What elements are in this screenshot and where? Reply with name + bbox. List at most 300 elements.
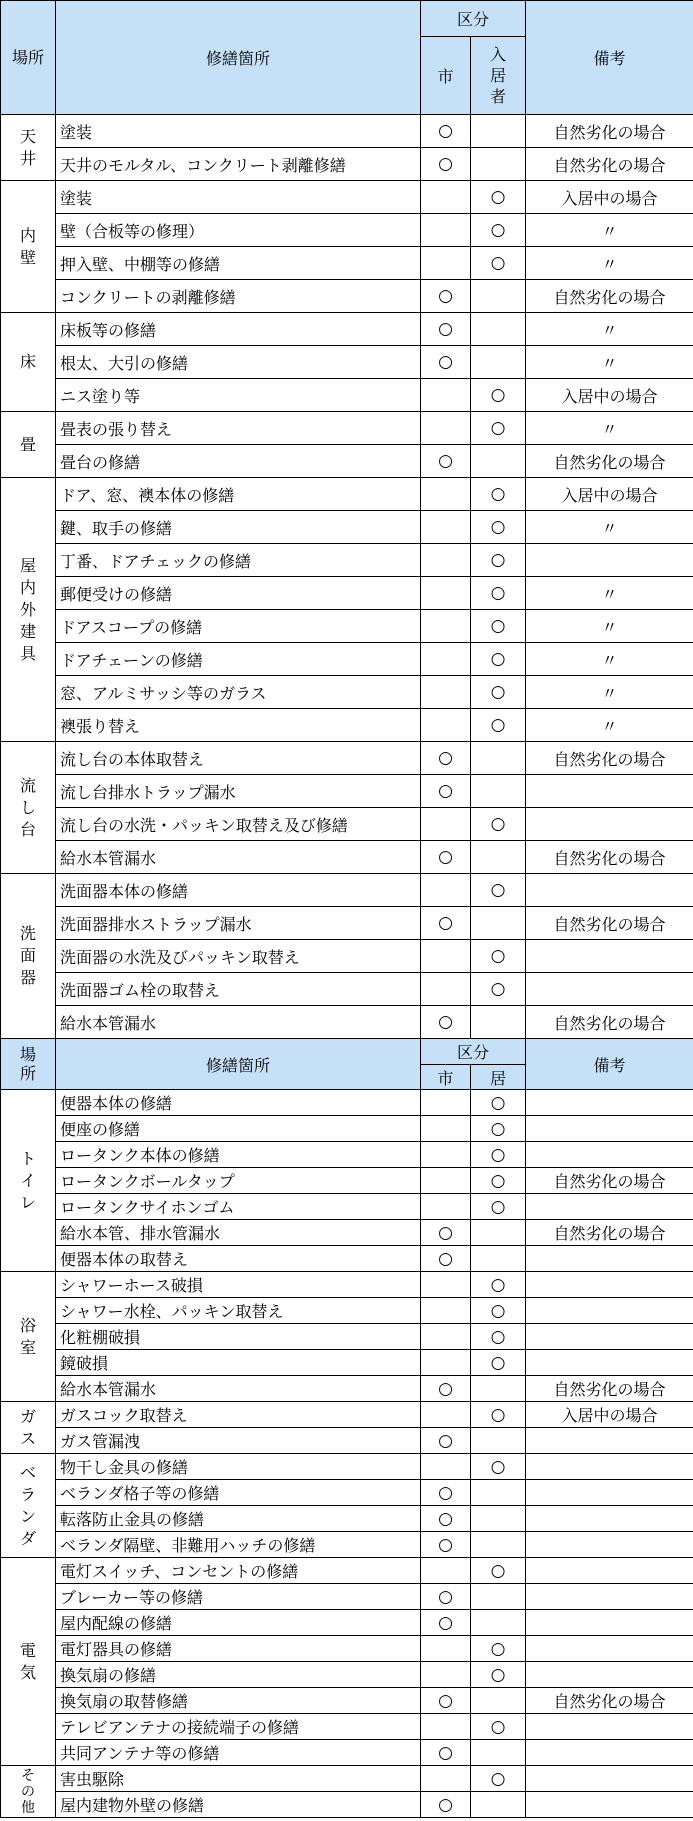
resident-mark-cell <box>471 775 526 808</box>
resident-mark-cell: ○ <box>471 1324 526 1350</box>
item-cell: 鏡破損 <box>56 1350 421 1376</box>
header2-item: 修繕箇所 <box>56 1039 421 1090</box>
note-cell: 入居中の場合 <box>526 478 693 511</box>
table-row <box>1 1584 693 1610</box>
note-cell <box>526 1532 693 1558</box>
note-cell <box>526 775 693 808</box>
item-cell: シャワーホース破損 <box>56 1272 421 1298</box>
item-cell: 化粧棚破損 <box>56 1324 421 1350</box>
resident-mark-cell <box>471 1740 526 1766</box>
city-mark-cell <box>421 412 471 445</box>
city-mark-cell <box>421 247 471 280</box>
item-cell: ガスコック取替え <box>56 1402 421 1428</box>
resident-mark-cell: ○ <box>471 1402 526 1428</box>
note-cell: 入居中の場合 <box>526 379 693 412</box>
header-place: 場所 <box>1 1 56 115</box>
city-mark-cell: ○ <box>421 1220 471 1246</box>
resident-mark-cell: ○ <box>471 412 526 445</box>
note-cell <box>526 1740 693 1766</box>
item-cell: 壁（合板等の修理） <box>56 214 421 247</box>
resident-mark-cell: ○ <box>471 709 526 742</box>
resident-mark-cell: ○ <box>471 1350 526 1376</box>
resident-mark-cell <box>471 445 526 478</box>
section2-place-cell <box>1 1766 56 1818</box>
section1-place-cell <box>1 874 56 1039</box>
table-row <box>1 1116 693 1142</box>
place-label: 天井 <box>20 126 37 168</box>
city-mark-cell <box>421 379 471 412</box>
city-mark-cell <box>421 1558 471 1584</box>
resident-mark-cell: ○ <box>471 544 526 577</box>
place-label: 洗面器 <box>20 924 37 987</box>
resident-mark-cell <box>471 1220 526 1246</box>
item-cell: 押入壁、中棚等の修繕 <box>56 247 421 280</box>
resident-mark-cell: ○ <box>471 973 526 1006</box>
table-row <box>1 643 693 676</box>
city-mark-cell <box>421 1168 471 1194</box>
item-cell: 襖張り替え <box>56 709 421 742</box>
city-mark-cell: ○ <box>421 1584 471 1610</box>
city-mark-cell <box>421 214 471 247</box>
note-cell <box>526 973 693 1006</box>
table-row <box>1 1428 693 1454</box>
place-label: 電気 <box>20 1640 37 1682</box>
table-row <box>1 544 693 577</box>
note-cell <box>526 1454 693 1480</box>
resident-mark-cell: ○ <box>471 1168 526 1194</box>
city-mark-cell <box>421 181 471 214</box>
city-mark-cell: ○ <box>421 346 471 379</box>
section1-place-cell <box>1 742 56 874</box>
table-row <box>1 1636 693 1662</box>
resident-mark-cell: ○ <box>471 610 526 643</box>
table-row <box>1 247 693 280</box>
item-cell: 害虫駆除 <box>56 1766 421 1792</box>
resident-mark-cell <box>471 1506 526 1532</box>
table-row <box>1 1246 693 1272</box>
city-mark-cell: ○ <box>421 313 471 346</box>
city-mark-cell <box>421 1090 471 1116</box>
city-mark-cell: ○ <box>421 445 471 478</box>
section1-place-cell <box>1 115 56 181</box>
item-cell: 丁番、ドアチェックの修繕 <box>56 544 421 577</box>
item-cell: 給水本管漏水 <box>56 1376 421 1402</box>
place-label: その他 <box>21 1767 35 1816</box>
item-cell: ドア、窓、襖本体の修繕 <box>56 478 421 511</box>
note-cell: 〃 <box>526 676 693 709</box>
note-cell <box>526 1298 693 1324</box>
city-mark-cell <box>421 1662 471 1688</box>
resident-mark-cell <box>471 346 526 379</box>
header-resident <box>471 37 526 115</box>
table-row <box>1 445 693 478</box>
resident-mark-cell: ○ <box>471 1662 526 1688</box>
note-cell: 〃 <box>526 643 693 676</box>
note-cell <box>526 874 693 907</box>
resident-mark-cell: ○ <box>471 940 526 973</box>
place-label: 浴室 <box>20 1315 37 1357</box>
note-cell: 入居中の場合 <box>526 1402 693 1428</box>
table-row <box>1 973 693 1006</box>
section2-place-cell <box>1 1272 56 1402</box>
item-cell: 天井のモルタル、コンクリート剥離修繕 <box>56 148 421 181</box>
section1-place-cell <box>1 478 56 742</box>
item-cell: 便器本体の取替え <box>56 1246 421 1272</box>
city-mark-cell: ○ <box>421 115 471 148</box>
note-cell: 自然劣化の場合 <box>526 1168 693 1194</box>
table-row <box>1 940 693 973</box>
header2-city: 市 <box>421 1065 471 1090</box>
note-cell <box>526 1506 693 1532</box>
resident-mark-cell: ○ <box>471 247 526 280</box>
header2-resident: 居 <box>471 1065 526 1090</box>
item-cell: 洗面器の水洗及びパッキン取替え <box>56 940 421 973</box>
item-cell: 屋内建物外壁の修繕 <box>56 1792 421 1818</box>
city-mark-cell <box>421 1636 471 1662</box>
table-row <box>1 1272 693 1298</box>
resident-mark-cell <box>471 115 526 148</box>
header2-note: 備考 <box>526 1039 693 1090</box>
header2-division: 区分 <box>421 1039 526 1065</box>
city-mark-cell: ○ <box>421 1376 471 1402</box>
table-row <box>1 1558 693 1584</box>
table-row <box>1 313 693 346</box>
resident-mark-cell <box>471 148 526 181</box>
city-mark-cell: ○ <box>421 1532 471 1558</box>
city-mark-cell: ○ <box>421 1792 471 1818</box>
header-division: 区分 <box>421 1 526 37</box>
note-cell: 自然劣化の場合 <box>526 907 693 940</box>
item-cell: ベランダ隔壁、非難用ハッチの修繕 <box>56 1532 421 1558</box>
note-cell: 〃 <box>526 610 693 643</box>
city-mark-cell: ○ <box>421 1740 471 1766</box>
resident-mark-cell: ○ <box>471 874 526 907</box>
city-mark-cell: ○ <box>421 1610 471 1636</box>
resident-mark-cell <box>471 1006 526 1039</box>
resident-mark-cell: ○ <box>471 1454 526 1480</box>
city-mark-cell: ○ <box>421 1506 471 1532</box>
resident-mark-cell: ○ <box>471 808 526 841</box>
city-mark-cell: ○ <box>421 1688 471 1714</box>
note-cell: 〃 <box>526 214 693 247</box>
item-cell: 便器本体の修繕 <box>56 1090 421 1116</box>
note-cell: 自然劣化の場合 <box>526 742 693 775</box>
resident-mark-cell: ○ <box>471 1116 526 1142</box>
item-cell: 換気扇の修繕 <box>56 1662 421 1688</box>
resident-mark-cell <box>471 1688 526 1714</box>
note-cell: 〃 <box>526 412 693 445</box>
city-mark-cell: ○ <box>421 148 471 181</box>
item-cell: 鍵、取手の修繕 <box>56 511 421 544</box>
note-cell: 〃 <box>526 511 693 544</box>
table-row <box>1 775 693 808</box>
note-cell: 自然劣化の場合 <box>526 280 693 313</box>
city-mark-cell: ○ <box>421 1480 471 1506</box>
city-mark-cell <box>421 511 471 544</box>
resident-mark-cell: ○ <box>471 1636 526 1662</box>
resident-mark-cell: ○ <box>471 379 526 412</box>
item-cell: 洗面器ゴム栓の取替え <box>56 973 421 1006</box>
place-label: ガス <box>20 1406 37 1448</box>
table-row <box>1 1792 693 1818</box>
resident-mark-cell <box>471 1376 526 1402</box>
item-cell: ロータンクサイホンゴム <box>56 1194 421 1220</box>
section1-place-cell <box>1 412 56 478</box>
resident-mark-cell: ○ <box>471 1714 526 1740</box>
city-mark-cell <box>421 808 471 841</box>
note-cell <box>526 1350 693 1376</box>
city-mark-cell <box>421 1272 471 1298</box>
table-row <box>1 1220 693 1246</box>
table-row <box>1 1006 693 1039</box>
table-row <box>1 346 693 379</box>
table-row <box>1 1194 693 1220</box>
place-label: 屋内外建具 <box>20 555 37 663</box>
note-cell <box>526 1428 693 1454</box>
item-cell: 郵便受けの修繕 <box>56 577 421 610</box>
section1-place-cell <box>1 313 56 412</box>
item-cell: 洗面器排水ストラップ漏水 <box>56 907 421 940</box>
note-cell <box>526 1116 693 1142</box>
resident-mark-cell <box>471 1480 526 1506</box>
city-mark-cell: ○ <box>421 841 471 874</box>
note-cell: 自然劣化の場合 <box>526 841 693 874</box>
table-row <box>1 1350 693 1376</box>
table-row <box>1 1324 693 1350</box>
city-mark-cell: ○ <box>421 742 471 775</box>
city-mark-cell: ○ <box>421 1006 471 1039</box>
city-mark-cell <box>421 1350 471 1376</box>
table-row <box>1 1714 693 1740</box>
table-row <box>1 1766 693 1792</box>
note-cell <box>526 544 693 577</box>
resident-mark-cell <box>471 1428 526 1454</box>
item-cell: 電灯スイッチ、コンセントの修繕 <box>56 1558 421 1584</box>
item-cell: ドアスコープの修繕 <box>56 610 421 643</box>
place-label: 内壁 <box>20 225 37 267</box>
resident-mark-cell: ○ <box>471 214 526 247</box>
section1-place-cell <box>1 181 56 313</box>
item-cell: コンクリートの剥離修繕 <box>56 280 421 313</box>
place-label: ベランダ <box>20 1462 37 1548</box>
city-mark-cell <box>421 973 471 1006</box>
place-label: 流し台 <box>20 775 37 839</box>
city-mark-cell <box>421 1714 471 1740</box>
item-cell: 給水本管漏水 <box>56 1006 421 1039</box>
table-row <box>1 148 693 181</box>
resident-mark-cell <box>471 1584 526 1610</box>
table-row <box>1 709 693 742</box>
city-mark-cell <box>421 1142 471 1168</box>
note-cell: 〃 <box>526 346 693 379</box>
note-cell: 自然劣化の場合 <box>526 115 693 148</box>
resident-mark-cell: ○ <box>471 1766 526 1792</box>
table-row <box>1 1298 693 1324</box>
section2-place-cell <box>1 1558 56 1766</box>
item-cell: 畳台の修繕 <box>56 445 421 478</box>
table-row <box>1 1740 693 1766</box>
city-mark-cell <box>421 1116 471 1142</box>
note-cell: 〃 <box>526 313 693 346</box>
city-mark-cell: ○ <box>421 1246 471 1272</box>
note-cell <box>526 1584 693 1610</box>
item-cell: 物干し金具の修繕 <box>56 1454 421 1480</box>
note-cell: 自然劣化の場合 <box>526 1220 693 1246</box>
table-row <box>1 1480 693 1506</box>
table-row <box>1 379 693 412</box>
section-2-body <box>1 1090 693 1818</box>
note-cell <box>526 1324 693 1350</box>
item-cell: ロータンクボールタップ <box>56 1168 421 1194</box>
city-mark-cell <box>421 709 471 742</box>
item-cell: 換気扇の取替修繕 <box>56 1688 421 1714</box>
note-cell <box>526 1194 693 1220</box>
city-mark-cell <box>421 874 471 907</box>
section2-place-cell <box>1 1454 56 1558</box>
note-cell: 入居中の場合 <box>526 181 693 214</box>
resident-mark-cell: ○ <box>471 1142 526 1168</box>
resident-mark-cell: ○ <box>471 181 526 214</box>
table-row <box>1 214 693 247</box>
city-mark-cell <box>421 940 471 973</box>
city-mark-cell <box>421 577 471 610</box>
resident-mark-cell <box>471 742 526 775</box>
resident-mark-cell: ○ <box>471 1090 526 1116</box>
table-row <box>1 115 693 148</box>
item-cell: 床板等の修繕 <box>56 313 421 346</box>
item-cell: ドアチェーンの修繕 <box>56 643 421 676</box>
note-cell <box>526 1714 693 1740</box>
table-row <box>1 808 693 841</box>
table-header-1 <box>1 1 693 115</box>
note-cell <box>526 1610 693 1636</box>
resident-mark-cell <box>471 1246 526 1272</box>
header2-place <box>1 1039 56 1090</box>
note-cell: 自然劣化の場合 <box>526 1376 693 1402</box>
item-cell: 窓、アルミサッシ等のガラス <box>56 676 421 709</box>
city-mark-cell <box>421 643 471 676</box>
note-cell <box>526 1480 693 1506</box>
table-row <box>1 874 693 907</box>
item-cell: ベランダ格子等の修繕 <box>56 1480 421 1506</box>
item-cell: ニス塗り等 <box>56 379 421 412</box>
item-cell: 共同アンテナ等の修繕 <box>56 1740 421 1766</box>
item-cell: 畳表の張り替え <box>56 412 421 445</box>
resident-mark-cell: ○ <box>471 478 526 511</box>
item-cell: 屋内配線の修繕 <box>56 1610 421 1636</box>
note-cell: 〃 <box>526 709 693 742</box>
section2-place-cell <box>1 1090 56 1272</box>
city-mark-cell <box>421 1766 471 1792</box>
note-cell: 〃 <box>526 247 693 280</box>
note-cell <box>526 1142 693 1168</box>
note-cell: 〃 <box>526 577 693 610</box>
city-mark-cell <box>421 1454 471 1480</box>
city-mark-cell: ○ <box>421 775 471 808</box>
item-cell: 流し台排水トラップ漏水 <box>56 775 421 808</box>
city-mark-cell <box>421 1324 471 1350</box>
note-cell: 自然劣化の場合 <box>526 148 693 181</box>
item-cell: 流し台の水洗・パッキン取替え及び修繕 <box>56 808 421 841</box>
place-label: トイレ <box>20 1148 37 1212</box>
resident-mark-cell: ○ <box>471 1558 526 1584</box>
table-row <box>1 1402 693 1428</box>
note-cell <box>526 940 693 973</box>
resident-mark-cell <box>471 841 526 874</box>
header-city: 市 <box>421 37 471 115</box>
city-mark-cell <box>421 1402 471 1428</box>
item-cell: テレビアンテナの接続端子の修繕 <box>56 1714 421 1740</box>
header2-place-text: 場所 <box>20 1045 37 1083</box>
item-cell: シャワー水栓、パッキン取替え <box>56 1298 421 1324</box>
item-cell: 流し台の本体取替え <box>56 742 421 775</box>
note-cell <box>526 1636 693 1662</box>
resident-mark-cell: ○ <box>471 1272 526 1298</box>
city-mark-cell: ○ <box>421 907 471 940</box>
header-resident-text: 入居者 <box>490 45 507 106</box>
note-cell: 自然劣化の場合 <box>526 445 693 478</box>
city-mark-cell <box>421 1194 471 1220</box>
note-cell <box>526 1662 693 1688</box>
item-cell: 電灯器具の修繕 <box>56 1636 421 1662</box>
item-cell: 便座の修繕 <box>56 1116 421 1142</box>
resident-mark-cell: ○ <box>471 1194 526 1220</box>
note-cell: 自然劣化の場合 <box>526 1688 693 1714</box>
item-cell: 給水本管、排水管漏水 <box>56 1220 421 1246</box>
table-row <box>1 610 693 643</box>
table-row <box>1 1610 693 1636</box>
table-row <box>1 1454 693 1480</box>
item-cell: 転落防止金具の修繕 <box>56 1506 421 1532</box>
city-mark-cell <box>421 478 471 511</box>
item-cell: 給水本管漏水 <box>56 841 421 874</box>
table-row <box>1 1532 693 1558</box>
note-cell <box>526 1090 693 1116</box>
table-row <box>1 1688 693 1714</box>
city-mark-cell <box>421 1298 471 1324</box>
place-label: 床 <box>20 352 37 371</box>
table-row <box>1 511 693 544</box>
table-row <box>1 412 693 445</box>
item-cell: ガス管漏洩 <box>56 1428 421 1454</box>
table-row <box>1 742 693 775</box>
item-cell: 洗面器本体の修繕 <box>56 874 421 907</box>
item-cell: 塗装 <box>56 181 421 214</box>
item-cell: ロータンク本体の修繕 <box>56 1142 421 1168</box>
note-cell: 自然劣化の場合 <box>526 1006 693 1039</box>
table-row <box>1 1168 693 1194</box>
table-row <box>1 907 693 940</box>
item-cell: ブレーカー等の修繕 <box>56 1584 421 1610</box>
table-row <box>1 280 693 313</box>
header-note: 備考 <box>526 1 693 115</box>
resident-mark-cell: ○ <box>471 577 526 610</box>
resident-mark-cell: ○ <box>471 643 526 676</box>
resident-mark-cell <box>471 907 526 940</box>
city-mark-cell: ○ <box>421 1428 471 1454</box>
table-row <box>1 1662 693 1688</box>
table-row <box>1 1376 693 1402</box>
table-row <box>1 676 693 709</box>
table-row <box>1 1090 693 1116</box>
resident-mark-cell <box>471 313 526 346</box>
resident-mark-cell: ○ <box>471 511 526 544</box>
city-mark-cell <box>421 676 471 709</box>
resident-mark-cell <box>471 1532 526 1558</box>
note-cell <box>526 1792 693 1818</box>
city-mark-cell: ○ <box>421 280 471 313</box>
section2-place-cell <box>1 1402 56 1454</box>
